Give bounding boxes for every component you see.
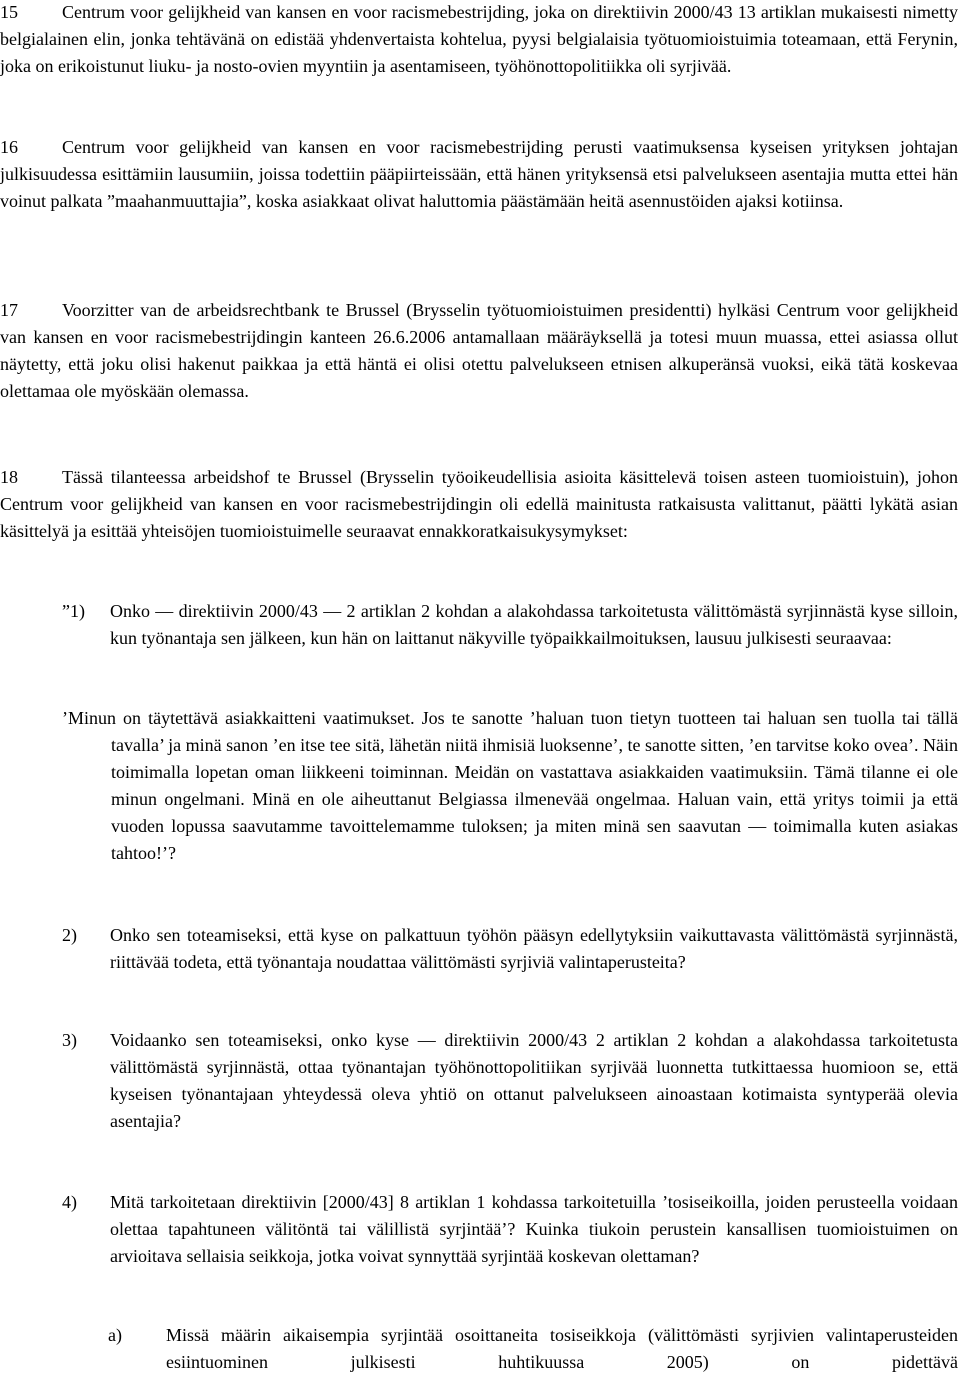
paragraph-16 [0,134,958,215]
question-label: 4) [62,1192,77,1212]
sub-question-label: a) [108,1325,122,1345]
question-text: Voidaanko sen toteamiseksi, onko kyse –– direktiivin 2000/43 2 artiklan 2 kohdan a alakohdassa tarkoitetusta välittömästä syrjinnästä, ottaa työnantajan työhönottopolitiikan syrjivää luonnetta tutkittaessa huomioon se, että kyseisen työnantajaan yhteydessä oleva yhtiö on ottanut palvelukseen ainoastaan kotimaista syntyperää olevia asentajia? [110,1030,958,1131]
question-1 [62,598,958,652]
paragraph-text: Voorzitter van de arbeidsrechtbank te Brussel (Brysselin työtuomioistuimen presidentti) hylkäsi Centrum voor gelijkheid van kansen en voor racismebestrijdingin kanteen 26.6.2006 antamallaan määräyksellä ja totesi muun muassa, ettei asiassa ollut näytetty, että joku olisi hakenut paikkaa ja että häntä ei olisi otettu palvelukseen etnisen alkuperänsä vuoksi, eikä tätä koskevaa olettamaa ole myöskään olemassa. [0,300,958,401]
question-label: ”1) [62,601,85,621]
question-label: 3) [62,1030,77,1050]
paragraph-text: Tässä tilanteessa arbeidshof te Brussel (Brysselin työoikeudellisia asioita käsittelevä toisen asteen tuomioistuin), johon Centrum voor gelijkheid van kansen en voor racismebestrijdingin oli edellä mainitusta ratkaisusta valittanut, päätti lykätä asian käsittelyä ja esittää yhteisöjen tuomioistuimelle seuraavat ennakkoratkaisukysymykset: [0,467,958,541]
question-text: Onko sen toteamiseksi, että kyse on palkattuun työhön pääsyn edellytyksiin vaikuttavasta välittömästä syrjinnästä, riittävää todeta, että työnantaja noudattaa välittömästi syrjiviä valintaperusteita? [110,925,958,972]
paragraph-number: 17 [0,300,18,320]
paragraph-number: 15 [0,2,18,22]
question-label: 2) [62,925,77,945]
paragraph-18 [0,464,958,545]
paragraph-15 [0,0,958,80]
quoted-statement [62,705,958,867]
paragraph-text: Centrum voor gelijkheid van kansen en voor racismebestrijding, joka on direktiivin 2000/43 13 artiklan mukaisesti nimetty belgialainen elin, jonka tehtävänä on edistää yhdenvertaista kohtelua, pyysi belgialaisia työtuomioistuimia toteamaan, että Ferynin, joka on erikoistunut liuku- ja nosto-ovien myyntiin ja asentamiseen, työhönottopolitiikka oli syrjivää. [0,2,958,76]
paragraph-number: 16 [0,137,18,157]
question-2 [62,922,958,976]
question-text: Mitä tarkoitetaan direktiivin [2000/43] 8 artiklan 1 kohdassa tarkoitetuilla ’tosiseikoilla, joiden perusteella voidaan olettaa tapahtuneen välitöntä tai välillistä syrjintää’? Kuinka tiukoin perustein kansallisen tuomioistuimen on arvioitava sellaisia seikkoja, jotka voivat synnyttää syrjintää koskevan olettaman? [110,1192,958,1266]
paragraph-17 [0,297,958,405]
quote-text: ’Minun on täytettävä asiakkaitteni vaatimukset. Jos te sanotte ’haluan tuon tietyn tuotteen tai haluan sen tuolla tai tällä tavalla’ ja minä sanon ’en itse tee sitä, lähetän niitä ihmisiä luoksenne’, te sanotte sitten, ’en tarvitse koko ovea’. Näin toimimalla lopetan oman liikkeeni toiminnan. Meidän on vastattava asiakkaiden vaatimuksiin. Tämä tilanne ei ole minun ongelmani. Minä en ole aiheuttanut Belgiassa ilmenevää ongelmaa. Haluan vain, että yritys toimii ja että vuoden lopussa saavutamme tavoittelemamme tuloksen; ja miten minä sen saavutan –– toimimalla kuten asiakas tahtoo!’? [62,708,958,863]
question-4 [62,1189,958,1270]
sub-question-text: Missä määrin aikaisempia syrjintää osoittaneita tosiseikkoja (välittömästi syrjivien valintaperusteiden esiintuominen julkisesti huhtikuussa 2005) on pidettävä [166,1325,958,1372]
paragraph-text: Centrum voor gelijkheid van kansen en voor racismebestrijding perusti vaatimuksensa kyseisen yrityksen johtajan julkisuudessa esittämiin lausumiin, joissa todettiin pääpiirteissään, että hänen yrityksensä etsi palvelukseen asentajia mutta ettei hän voinut palkata ”maahanmuuttajia”, koska asiakkaat olivat haluttomia päästämään heitä asennustöiden ajaksi kotiinsa. [0,137,958,211]
question-text: Onko –– direktiivin 2000/43 –– 2 artiklan 2 kohdan a alakohdassa tarkoitetusta välittömästä syrjinnästä kyse silloin, kun työnantaja sen jälkeen, kun hän on laittanut näkyville työpaikkailmoituksen, lausuu julkisesti seuraavaa: [110,601,958,648]
question-4a [108,1322,958,1376]
question-3 [62,1027,958,1135]
paragraph-number: 18 [0,467,18,487]
